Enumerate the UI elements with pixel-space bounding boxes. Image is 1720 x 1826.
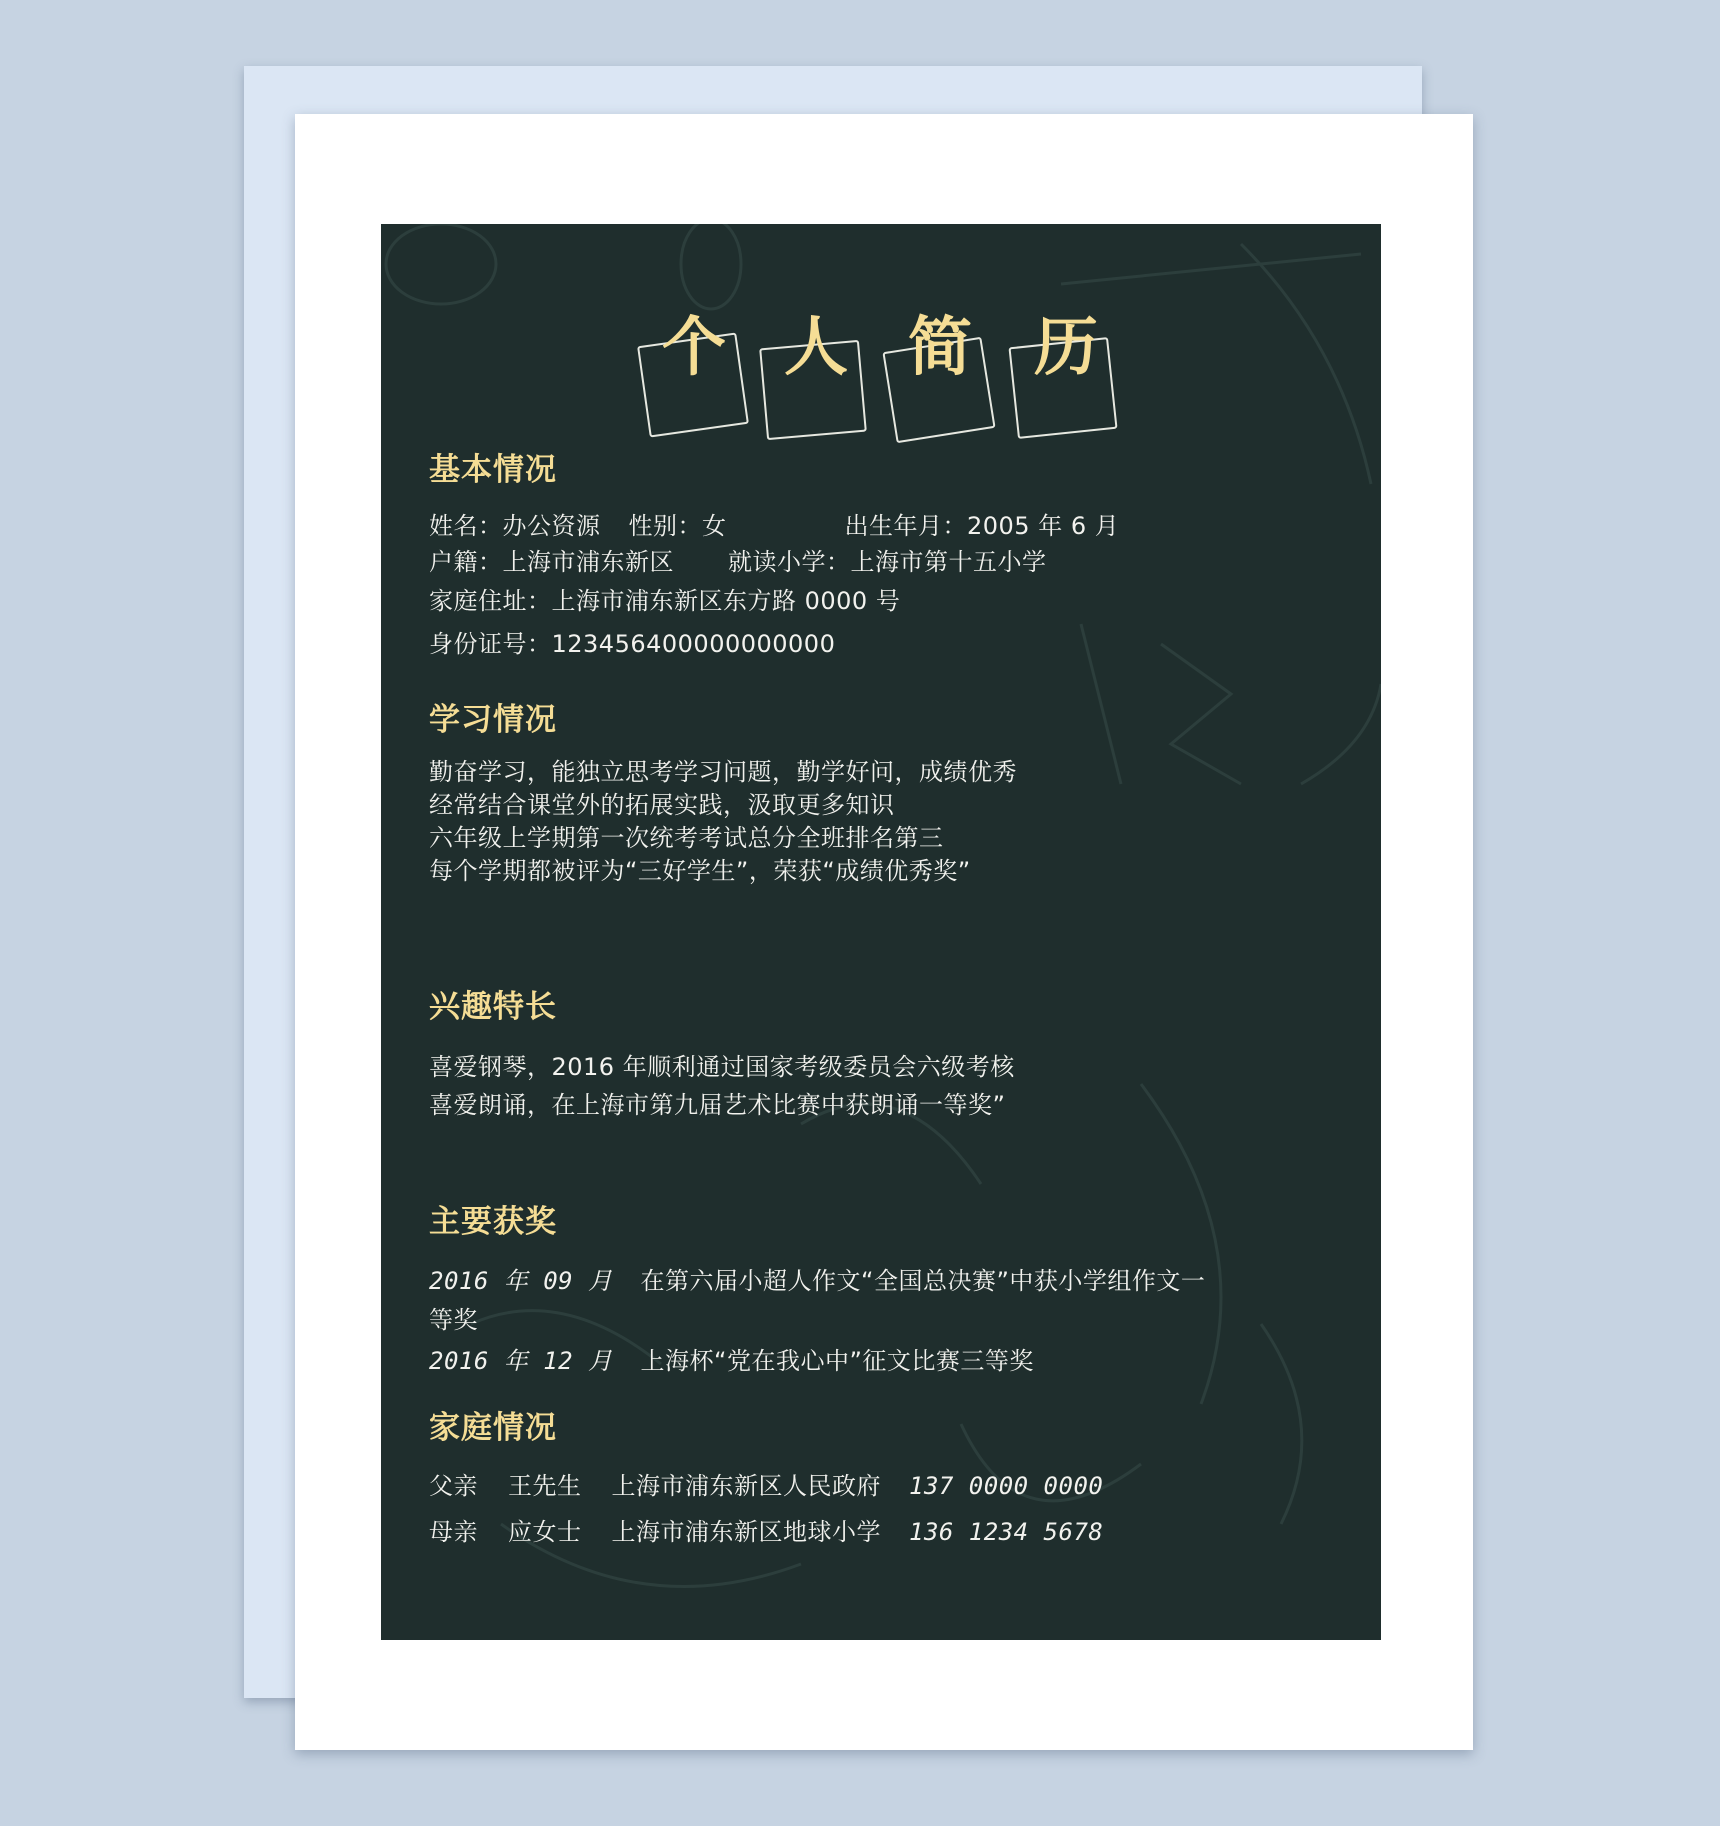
award-item-1: [429, 1261, 1205, 1296]
family-2-relation: 母亲: [429, 1518, 478, 1546]
family-member-1: [429, 1466, 1103, 1501]
family-member-2: [429, 1512, 1103, 1547]
section-hobby-heading: 兴趣特长: [429, 989, 557, 1025]
family-2-phone: 136 1234 5678: [909, 1518, 1104, 1546]
basic-row-1: [429, 506, 1119, 541]
study-line-2: 经常结合课堂外的拓展实践，汲取更多知识: [429, 791, 895, 819]
basic-hukou: 户籍：上海市浦东新区: [429, 548, 674, 576]
study-line-3: 六年级上学期第一次统考考试总分全班排名第三: [429, 824, 944, 852]
title-char-3: 简: [908, 311, 972, 385]
hobby-line-1: 喜爱钢琴，2016 年顺利通过国家考级委员会六级考核: [429, 1053, 1015, 1081]
study-line-4: 每个学期都被评为“三好学生”，荣获“成绩优秀奖”: [429, 857, 971, 885]
study-line-1: 勤奋学习，能独立思考学习问题，勤学好问，成绩优秀: [429, 758, 1017, 786]
family-1-workplace: 上海市浦东新区人民政府: [611, 1472, 881, 1500]
section-study-heading: 学习情况: [429, 702, 557, 738]
basic-address: 家庭住址：上海市浦东新区东方路 0000 号: [429, 587, 901, 615]
title-char-4: 历: [1034, 311, 1098, 385]
award-1-date: 2016 年 09 月: [429, 1267, 613, 1295]
award-2-date: 2016 年 12 月: [429, 1347, 613, 1375]
basic-name: 姓名：办公资源: [429, 512, 601, 540]
section-basic-heading: 基本情况: [429, 452, 557, 488]
section-family-heading: 家庭情况: [429, 1410, 557, 1446]
title-char-1: 个: [662, 311, 726, 385]
resume-title: [651, 274, 1151, 444]
family-2-name: 应女士: [508, 1518, 582, 1546]
family-1-phone: 137 0000 0000: [909, 1472, 1104, 1500]
award-2-text: 上海杯“党在我心中”征文比赛三等奖: [640, 1347, 1034, 1375]
hobby-line-2: 喜爱朗诵，在上海市第九届艺术比赛中获朗诵一等奖”: [429, 1091, 1006, 1119]
basic-school: 就读小学：上海市第十五小学: [728, 548, 1047, 576]
family-1-name: 王先生: [508, 1472, 582, 1500]
basic-gender: 性别：女: [628, 512, 727, 540]
family-1-relation: 父亲: [429, 1472, 478, 1500]
award-1-text: 在第六届小超人作文“全国总决赛”中获小学组作文一: [640, 1267, 1206, 1295]
basic-id-number: 身份证号：123456400000000000: [429, 630, 836, 658]
resume-chalkboard: [381, 224, 1381, 1640]
basic-birth: 出生年月：2005 年 6 月: [844, 512, 1120, 540]
section-awards-heading: 主要获奖: [429, 1204, 557, 1240]
award-item-2: [429, 1341, 1034, 1376]
award-1-text-cont: 等奖: [429, 1306, 478, 1334]
basic-row-2: [429, 542, 1047, 577]
family-2-workplace: 上海市浦东新区地球小学: [611, 1518, 881, 1546]
title-char-2: 人: [784, 311, 848, 385]
